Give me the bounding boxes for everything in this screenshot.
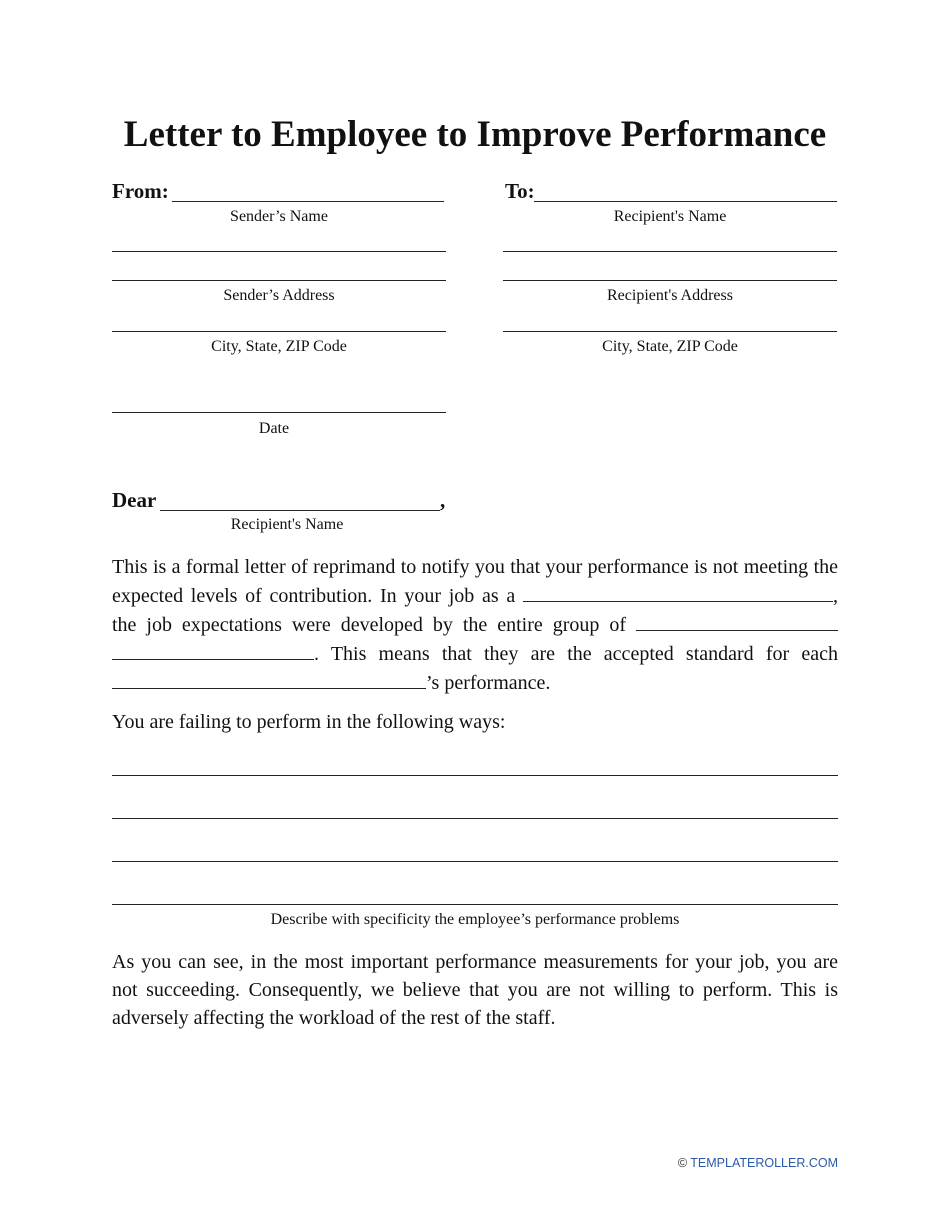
sender-city-line[interactable] (112, 331, 446, 332)
problem-line-3[interactable] (112, 861, 838, 862)
date-line[interactable] (112, 412, 446, 413)
sender-address-line-1[interactable] (112, 251, 446, 252)
problems-caption: Describe with specificity the employee’s performance problems (270, 911, 680, 928)
dear-label: Dear (112, 488, 157, 512)
para1-part4: ’s performance. (426, 672, 551, 694)
group-blank-2[interactable] (112, 639, 314, 660)
failing-intro: You are failing to perform in the following ways: (112, 711, 506, 733)
document-title: Letter to Employee to Improve Performance (123, 114, 827, 155)
to-label: To: (505, 179, 535, 203)
reprimand-paragraph (112, 553, 838, 697)
sender-name-caption: Sender’s Name (230, 208, 328, 225)
recipient-name-line[interactable] (534, 201, 837, 202)
recipient-city-caption: City, State, ZIP Code (602, 338, 738, 355)
date-caption: Date (258, 420, 290, 437)
from-label: From: (112, 179, 169, 203)
copyright-symbol: © (677, 1156, 688, 1170)
job-title-blank[interactable] (523, 581, 833, 602)
dear-comma: , (440, 488, 446, 512)
recipient-address-line-2[interactable] (503, 280, 837, 281)
recipient-city-line[interactable] (503, 331, 837, 332)
para1-part2: , the job expectations were developed by the entire group of (112, 585, 838, 636)
recipient-address-line-1[interactable] (503, 251, 837, 252)
recipient-address-caption: Recipient's Address (607, 287, 733, 304)
sender-address-caption: Sender’s Address (223, 287, 335, 304)
para1-part1: This is a formal letter of reprimand to notify you that your performance is not meeting the expected levels of contribution. In your job as a (112, 556, 838, 607)
sender-name-line[interactable] (172, 201, 444, 202)
problem-line-1[interactable] (112, 775, 838, 776)
closing-paragraph: As you can see, in the most important performance measurements for your job, you are not succeeding. Consequently, we believe that you are not willing to perform. This is adversely affecting the workload of the rest of the staff. (112, 951, 838, 1029)
problem-line-4[interactable] (112, 904, 838, 905)
problem-line-2[interactable] (112, 818, 838, 819)
sender-city-caption: City, State, ZIP Code (211, 338, 347, 355)
dear-recipient-line[interactable] (160, 510, 440, 511)
para1-part3: . This means that they are the accepted standard for each (314, 643, 838, 665)
templateroller-link[interactable]: TEMPLATEROLLER.COM (690, 1156, 838, 1170)
sender-address-line-2[interactable] (112, 280, 446, 281)
recipient-name-caption: Recipient's Name (613, 208, 727, 225)
position-blank[interactable] (112, 668, 426, 689)
footer-credit (678, 1155, 838, 1171)
dear-caption: Recipient's Name (230, 516, 344, 533)
group-blank-1[interactable] (636, 610, 838, 631)
